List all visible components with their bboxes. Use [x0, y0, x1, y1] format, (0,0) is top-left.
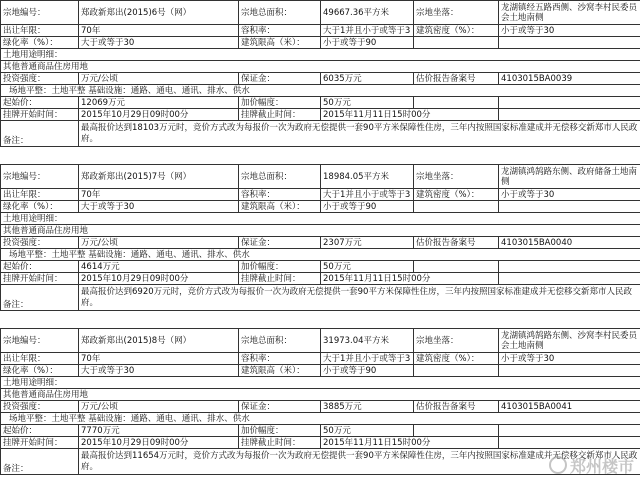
- term-value: 70年: [79, 25, 239, 37]
- deposit-value: 6035万元: [321, 73, 414, 85]
- deposit-label: 保证金：: [239, 237, 321, 249]
- height-label: 建筑限高（米）：: [239, 37, 321, 49]
- remark-label: 备注：: [1, 285, 79, 311]
- far-label: 容积率：: [239, 25, 321, 37]
- deposit-value: 2307万元: [321, 237, 414, 249]
- site-prep: 场地平整：土地平整 基础设施：通路、通电、通讯、排水、供水: [1, 249, 640, 261]
- far-value: 大于1并且小于或等于3: [321, 353, 414, 365]
- term-value: 70年: [79, 189, 239, 201]
- term-label: 出让年限：: [1, 353, 79, 365]
- density-label: 建筑密度（%）：: [414, 189, 499, 201]
- deposit-value: 3885万元: [321, 401, 414, 413]
- list-end: 2015年11月11日15时00分: [321, 109, 499, 121]
- invest-value: 万元/公顷: [79, 401, 239, 413]
- term-label: 出让年限：: [1, 189, 79, 201]
- use-label: 土地用途明细：: [1, 49, 640, 61]
- parcel-location-label: 宗地坐落：: [414, 329, 499, 353]
- parcel-block: [0, 0, 640, 152]
- green-value: 大于或等于30: [79, 37, 239, 49]
- invest-label: 投资强度：: [1, 401, 79, 413]
- parcel-area: 18984.05平方米: [321, 165, 414, 189]
- far-value: 大于1并且小于或等于3: [321, 189, 414, 201]
- invest-label: 投资强度：: [1, 73, 79, 85]
- list-start: 2015年10月29日09时00分: [79, 437, 239, 449]
- increment-label: 加价幅度：: [239, 97, 321, 109]
- list-start: 2015年10月29日09时00分: [79, 273, 239, 285]
- green-label: 绿化率（%）：: [1, 365, 79, 377]
- use-detail: 其他普通商品住房用地: [1, 389, 640, 401]
- increment-value: 50万元: [321, 425, 414, 437]
- parcel-area-label: 宗地总面积：: [239, 329, 321, 353]
- increment-value: 50万元: [321, 261, 414, 273]
- list-end-label: 挂牌截止时间：: [239, 437, 321, 449]
- watermark-text: 郑州楼市: [569, 457, 634, 476]
- far-label: 容积率：: [239, 353, 321, 365]
- start-price-label: 起始价：: [1, 261, 79, 273]
- site-prep: 场地平整：土地平整 基础设施：通路、通电、通讯、排水、供水: [1, 85, 640, 97]
- parcel-area-label: 宗地总面积：: [239, 1, 321, 25]
- use-label: 土地用途明细：: [1, 213, 640, 225]
- parcel-number-label: 宗地编号：: [1, 329, 79, 353]
- start-price: 7770万元: [79, 425, 239, 437]
- parcel-number-label: 宗地编号：: [1, 1, 79, 25]
- list-end-label: 挂牌截止时间：: [239, 109, 321, 121]
- parcel-area: 49667.36平方米: [321, 1, 414, 25]
- report-label: 估价报告备案号: [414, 237, 499, 249]
- density-value: 小于或等于30: [499, 353, 640, 365]
- parcel-location: 龙湖镇鸿鹄路东侧、沙窝李村民委员会土地南侧: [499, 329, 640, 353]
- green-label: 绿化率（%）：: [1, 37, 79, 49]
- density-label: 建筑密度（%）：: [414, 353, 499, 365]
- density-value: 小于或等于30: [499, 25, 640, 37]
- parcel-number: 郑政新郑出(2015)6号（网）: [79, 1, 239, 25]
- increment-value: 50万元: [321, 97, 414, 109]
- use-detail: 其他普通商品住房用地: [1, 61, 640, 73]
- green-value: 大于或等于30: [79, 201, 239, 213]
- height-value: 小于或等于90: [321, 365, 414, 377]
- parcel-location: 龙湖镇经五路西侧、沙窝李村民委员会土地南侧: [499, 1, 640, 25]
- increment-label: 加价幅度：: [239, 261, 321, 273]
- parcel-block: [0, 328, 640, 485]
- wechat-icon: [549, 456, 567, 474]
- invest-value: 万元/公顷: [79, 73, 239, 85]
- parcel-table: [0, 0, 640, 147]
- parcel-location-label: 宗地坐落：: [414, 165, 499, 189]
- green-value: 大于或等于30: [79, 365, 239, 377]
- deposit-label: 保证金：: [239, 401, 321, 413]
- parcel-area-label: 宗地总面积：: [239, 165, 321, 189]
- report-value: 4103015BA0040: [499, 237, 640, 249]
- height-label: 建筑限高（米）：: [239, 365, 321, 377]
- list-start: 2015年10月29日09时00分: [79, 109, 239, 121]
- start-price: 12069万元: [79, 97, 239, 109]
- deposit-label: 保证金：: [239, 73, 321, 85]
- list-start-label: 挂牌开始时间：: [1, 273, 79, 285]
- parcel-number: 郑政新郑出(2015)7号（网）: [79, 165, 239, 189]
- list-end-label: 挂牌截止时间：: [239, 273, 321, 285]
- parcel-location: 龙湖镇鸿鹄路东侧、政府储备土地南侧: [499, 165, 640, 189]
- watermark: [549, 454, 634, 477]
- list-start-label: 挂牌开始时间：: [1, 437, 79, 449]
- report-label: 估价报告备案号: [414, 401, 499, 413]
- density-value: 小于或等于30: [499, 189, 640, 201]
- list-start-label: 挂牌开始时间：: [1, 109, 79, 121]
- report-label: 估价报告备案号: [414, 73, 499, 85]
- term-label: 出让年限：: [1, 25, 79, 37]
- invest-label: 投资强度：: [1, 237, 79, 249]
- list-end: 2015年11月11日15时00分: [321, 273, 499, 285]
- report-value: 4103015BA0039: [499, 73, 640, 85]
- green-label: 绿化率（%）：: [1, 201, 79, 213]
- use-label: 土地用途明细：: [1, 377, 640, 389]
- height-value: 小于或等于90: [321, 201, 414, 213]
- parcel-location-label: 宗地坐落：: [414, 1, 499, 25]
- report-value: 4103015BA0041: [499, 401, 640, 413]
- far-label: 容积率：: [239, 189, 321, 201]
- density-label: 建筑密度（%）：: [414, 25, 499, 37]
- parcel-block: [0, 164, 640, 316]
- use-detail: 其他普通商品住房用地: [1, 225, 640, 237]
- invest-value: 万元/公顷: [79, 237, 239, 249]
- parcel-number: 郑政新郑出(2015)8号（网）: [79, 329, 239, 353]
- remark-label: 备注：: [1, 121, 79, 147]
- height-value: 小于或等于90: [321, 37, 414, 49]
- start-price: 4614万元: [79, 261, 239, 273]
- remark-text: 最高报价达到6920万元时，竞价方式改为每报价一次为政府无偿提供一套90平方米保障性住房，三年内按照国家标准建成并无偿移交新郑市人民政府。: [79, 285, 640, 311]
- start-price-label: 起始价：: [1, 97, 79, 109]
- parcel-number-label: 宗地编号：: [1, 165, 79, 189]
- far-value: 大于1并且小于或等于3: [321, 25, 414, 37]
- start-price-label: 起始价：: [1, 425, 79, 437]
- parcel-table: [0, 328, 640, 475]
- list-end: 2015年11月11日15时00分: [321, 437, 499, 449]
- height-label: 建筑限高（米）：: [239, 201, 321, 213]
- remark-text: 最高报价达到18103万元时，竞价方式改为每报价一次为政府无偿提供一套90平方米保障性住房，三年内按照国家标准建成并无偿移交新郑市人民政府。: [79, 121, 640, 147]
- increment-label: 加价幅度：: [239, 425, 321, 437]
- term-value: 70年: [79, 353, 239, 365]
- remark-text: 最高报价达到11654万元时，竞价方式改为每报价一次为政府无偿提供一套90平方米保障性住房，三年内按照国家标准建成并无偿移交新郑市人民政府。: [79, 449, 640, 475]
- parcel-table: [0, 164, 640, 311]
- remark-label: 备注：: [1, 449, 79, 475]
- parcel-area: 31973.04平方米: [321, 329, 414, 353]
- site-prep: 场地平整：土地平整 基础设施：通路、通电、通讯、排水、供水: [1, 413, 640, 425]
